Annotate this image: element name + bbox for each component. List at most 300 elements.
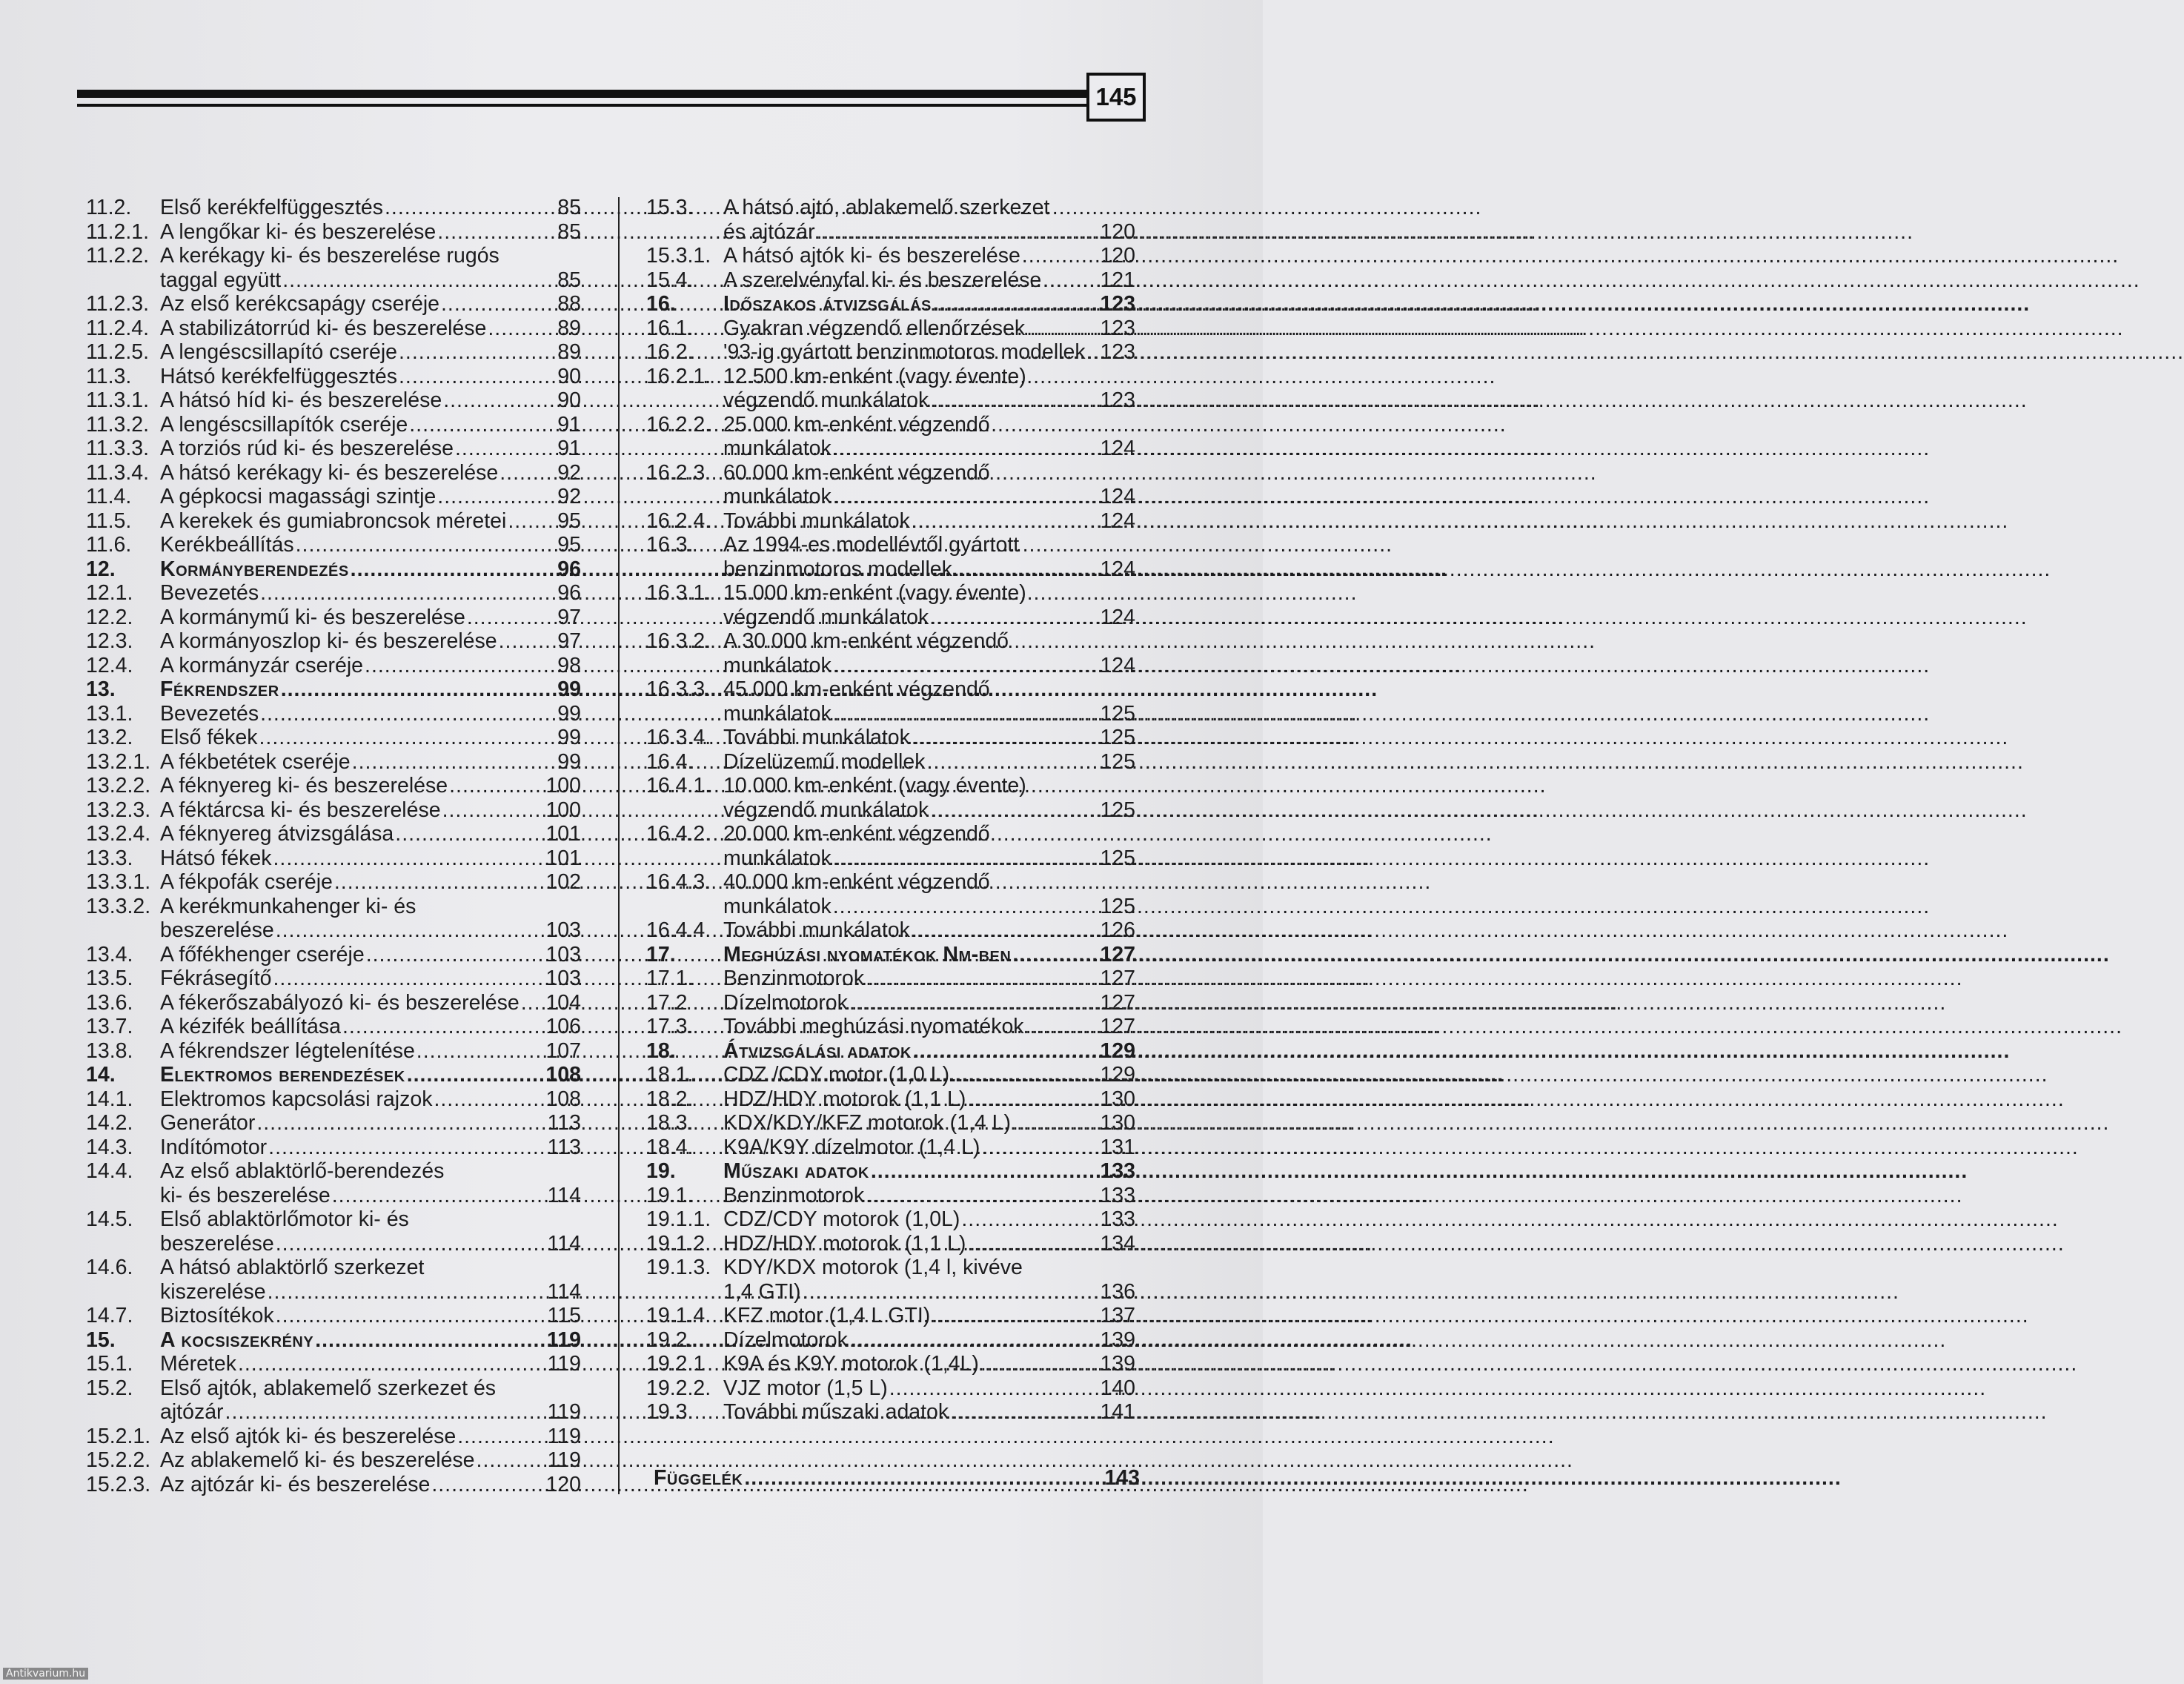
toc-title: Időszakos átvizsgálás [723,292,932,316]
toc-title: Az 1994-es modellévtől gyártott [723,533,1020,557]
toc-title: A kerékagy ki- és beszerelése rugós [160,244,499,268]
toc-entry [646,967,1135,991]
toc-appendix-entry [654,1466,1140,1491]
toc-entry [646,1376,1135,1401]
toc-page-number: 108 [545,1063,581,1087]
toc-title: A szerelvényfal ki- és beszerelése [723,268,1042,292]
toc-title: 10.000 km-enként (vagy évente) [723,774,1026,798]
toc-entry [646,750,1135,775]
toc-page-number: 90 [557,364,581,388]
toc-title: A fékrendszer légtelenítése [160,1038,415,1063]
toc-title: Az első ablaktörlő-berendezés [160,1159,445,1183]
toc-page-number: 123 [1100,292,1135,316]
toc-entry [86,943,581,967]
toc-page-number: 102 [545,870,581,894]
leader-dots [260,581,556,606]
leader-dots [437,220,556,245]
toc-title: munkálatok [723,485,832,508]
toc-number: 16.1. [646,316,694,340]
leader-dots [442,798,545,823]
toc-page-number: 133 [1100,1207,1135,1231]
toc-entry [646,726,1135,750]
toc-title: A kerékmunkahenger ki- és [160,894,416,918]
leader-dots [238,1352,546,1376]
toc-page-number: 95 [557,533,581,557]
toc-number: 19.1.4. [646,1304,711,1327]
toc-number: 16.4.3. [646,870,711,894]
leader-dots [296,533,557,557]
toc-title: K9A/K9Y dízelmotor (1,4 L) [723,1135,980,1159]
toc-entry [86,316,581,341]
toc-title: KFZ motor (1,4 L GTI) [723,1304,931,1327]
toc-entry [86,292,581,316]
leader-dots [416,1039,545,1064]
toc-entry [86,798,581,823]
toc-entry [86,991,581,1015]
toc-number: 13.3.1. [86,870,151,894]
toc-number: 11.3.1. [86,388,150,412]
toc-page-number: 134 [1100,1231,1135,1256]
leader-dots [273,967,545,991]
toc-number: 16. [646,292,676,316]
toc-page-number: 130 [1100,1087,1135,1111]
toc-entry [646,1207,1135,1232]
toc-page-number: 139 [1100,1352,1135,1376]
toc-title: Meghúzási nyomatékok Nm-ben [723,942,1012,967]
toc-number: 16.2.3. [646,460,711,485]
toc-title: Az első kerékcsapágy cseréje [160,292,440,316]
toc-page-number: 106 [545,1015,581,1038]
toc-entry [86,533,581,557]
leader-dots [833,895,1099,919]
toc-entry [646,918,1135,943]
toc-title: A gépkocsi magassági szintje [160,485,437,508]
toc-chapter-entry [646,943,1135,967]
leader-dots [930,798,1098,823]
toc-title: A kézifék beállítása [160,1015,341,1038]
leader-dots [833,437,1099,461]
leader-dots [315,1328,545,1353]
toc-number: 11.3. [86,364,132,388]
toc-number: 17.2 [646,990,688,1015]
toc-title: végzendő munkálatok [723,388,929,412]
toc-entry [86,1039,581,1064]
toc-title: Első ajtók, ablakemelő szerkezet és [160,1376,497,1400]
toc-page-number: 119 [547,1352,581,1376]
toc-entry [646,461,1135,509]
leader-dots [457,1425,545,1449]
toc-entry [646,629,1135,677]
toc-number: 11.3.4. [86,460,150,485]
toc-title: 1,4 GTI) [723,1279,801,1304]
toc-entry [646,1136,1135,1160]
leader-dots [351,557,557,582]
toc-page-number: 104 [545,990,581,1015]
toc-title: A féktárcsa ki- és beszerelése [160,798,441,822]
toc-title: munkálatok [723,653,832,677]
toc-page-number: 88 [557,292,581,316]
toc-title: A torziós rúd ki- és beszerelése [160,437,454,460]
toc-entry [86,509,581,534]
toc-page-number: 119 [547,1424,581,1448]
toc-page-number: 136 [1100,1279,1135,1304]
toc-number: 16.2. [646,340,694,364]
toc-title: Kerékbeállítás [160,533,294,557]
toc-page-number: 91 [557,437,581,460]
toc-title: A hátsó ajtók ki- és beszerelése [723,244,1020,268]
toc-number: 12.3. [86,629,133,653]
toc-page-number: 120 [545,1472,581,1496]
toc-entry [86,1136,581,1160]
toc-entry [646,1184,1135,1208]
toc-title: Bevezetés [160,701,259,726]
toc-page-number: 129 [1100,1038,1135,1063]
toc-title: Benzinmotorok [723,967,865,990]
leader-dots [276,1304,546,1328]
leader-dots [399,340,556,365]
toc-title: Dízelmotorok [723,990,848,1015]
toc-title: végzendő munkálatok [723,798,929,822]
toc-page-number: 127 [1100,967,1135,990]
toc-entry [646,316,1135,341]
toc-title: Méretek [160,1352,236,1376]
leader-dots [399,365,556,389]
toc-page-number: 99 [557,749,581,774]
toc-entry [86,1473,581,1497]
toc-entry [86,895,581,943]
leader-dots [1026,316,1098,341]
toc-page-number: 101 [545,822,581,846]
leader-dots [443,388,556,413]
toc-number: 13.2.4. [86,822,151,846]
toc-number: 15.3.1. [646,244,711,268]
toc-number: 12.1. [86,581,133,605]
toc-number: 13.4. [86,942,133,967]
toc-number: 16.2.2. [646,412,711,437]
toc-title: Átvizsgálási adatok [723,1038,912,1063]
leader-dots [833,702,1099,726]
toc-page-number: 92 [557,485,581,508]
toc-number: 16.3.3. [646,677,711,701]
leader-dots [431,1473,544,1497]
toc-title: A fékpofák cseréje [160,870,333,894]
leader-dots [366,943,545,967]
toc-entry [646,244,1135,268]
toc-entry [86,365,581,389]
toc-chapter-entry [86,677,581,702]
leader-dots [912,509,1099,534]
leader-dots [912,726,1099,750]
toc-number: 16.3.1. [646,581,711,605]
toc-title: Biztosítékok [160,1304,274,1327]
leader-dots [849,991,1099,1015]
toc-entry [86,1207,581,1256]
toc-page-number: 119 [547,1327,581,1352]
toc-page-number: 96 [557,557,581,581]
toc-title: Bevezetés [160,581,259,605]
leader-dots [1012,1111,1098,1136]
toc-number: 18.4. [646,1135,694,1159]
watermark: Antikvarium.hu [3,1668,88,1680]
toc-number: 13.3. [86,846,133,870]
toc-number: 14. [86,1063,116,1087]
toc-title: 40.000 km-enként végzendő [723,870,990,894]
toc-number: 13.7. [86,1015,133,1038]
toc-page-number: 100 [545,798,581,822]
toc-page-number: 123 [1100,316,1135,340]
toc-page-number: 119 [547,1448,581,1472]
leader-dots [1043,268,1098,293]
toc-number: 12. [86,557,116,581]
toc-number: 11.4. [86,485,132,508]
leader-dots [930,606,1098,630]
toc-entry [86,1425,581,1449]
toc-entry [86,1304,581,1328]
toc-entry [86,1159,581,1207]
leader-dots [1026,1015,1099,1039]
toc-title: A kormánymű ki- és beszerelése [160,605,465,629]
leader-dots [256,1111,545,1136]
toc-chapter-entry [86,557,581,582]
toc-title: A hátsó ajtó, ablakemelő szerkezet [723,196,1050,219]
toc-title: beszerelése [160,1231,274,1256]
toc-page-number: 119 [547,1400,581,1424]
toc-number: 16.4.2. [646,822,711,846]
toc-title: munkálatok [723,701,832,726]
toc-number: 18. [646,1038,676,1063]
toc-number: 11.6. [86,533,132,557]
toc-number: 13.2.3. [86,798,151,822]
toc-entry [646,533,1135,581]
toc-entry [646,1304,1135,1328]
toc-number: 14.7. [86,1304,133,1327]
toc-number: 16.3.4. [646,726,711,749]
leader-dots [342,1015,544,1039]
toc-title: A stabilizátorrúd ki- és beszerelése [160,316,487,340]
toc-entry [86,388,581,413]
toc-page-number: 139 [1100,1327,1135,1352]
toc-title: Hátsó kerékfelfüggesztés [160,364,397,388]
toc-page-number: 114 [547,1279,581,1304]
toc-number: 17. [646,942,676,967]
toc-page-number: 140 [1100,1376,1135,1400]
toc-entry [646,1087,1135,1112]
toc-title: 60.000 km-enként végzendő [723,460,990,485]
toc-title: Első ablaktörlőmotor ki- és [160,1207,409,1231]
toc-right-column [646,196,1135,1425]
toc-entry [86,244,581,292]
toc-number: 13.8. [86,1038,133,1063]
leader-dots [521,991,545,1015]
toc-entry [646,991,1135,1015]
toc-page-number: 108 [545,1087,581,1111]
toc-page-number: 131 [1100,1135,1135,1159]
leader-dots [499,461,556,485]
toc-entry [86,1376,581,1425]
toc-title: A féknyereg ki- és beszerelése [160,774,448,798]
leader-dots [930,388,1098,413]
leader-dots [981,1136,1098,1160]
toc-title: munkálatok [723,894,832,918]
toc-entry [646,774,1135,822]
toc-title: 20.000 km-enként végzendő [723,822,990,846]
toc-title: A lengőkar ki- és beszerelése [160,219,437,244]
toc-title: ajtózár [160,1400,224,1424]
toc-entry [86,220,581,245]
toc-number: 17.3. [646,1015,694,1038]
toc-number: 12.2. [86,605,133,629]
toc-page-number: 85 [557,219,581,244]
toc-page-number: 113 [547,1111,581,1135]
toc-entry [646,1352,1135,1376]
leader-dots [499,629,557,654]
toc-number: 19.2.2. [646,1376,711,1400]
toc-page-number: 123 [1100,340,1135,364]
toc-title: kiszerelése [160,1279,266,1304]
toc-title: A kormányzár cseréje [160,653,364,677]
toc-number: 16.2.4. [646,508,711,533]
toc-number: 15. [86,1327,116,1352]
toc-page-number: 85 [557,268,581,292]
toc-chapter-entry [646,292,1135,316]
toc-page-number: 91 [557,412,581,437]
toc-entry [86,413,581,437]
toc-number: 14.5. [86,1207,133,1231]
leader-dots [817,220,1099,245]
leader-dots [926,750,1098,775]
leader-dots [866,1184,1098,1208]
toc-title: és ajtózár [723,219,815,244]
toc-title: A fékbetétek cseréje [160,749,351,774]
toc-entry [86,1015,581,1039]
leader-dots [273,846,545,871]
toc-number: 19.2. [646,1327,694,1352]
toc-number: 13.1. [86,701,133,726]
toc-title: HDZ/HDY motorok (1,1 L) [723,1087,966,1111]
toc-page-number: 127 [1100,942,1135,967]
leader-dots [912,918,1099,943]
toc-number: 13.3.2. [86,894,151,918]
toc-entry [86,437,581,461]
leader-dots [477,1448,546,1473]
toc-entry [646,509,1135,534]
toc-number: 11.2. [86,196,132,219]
toc-chapter-entry [86,1328,581,1353]
toc-page-number: 95 [557,508,581,533]
toc-entry [646,1400,1135,1425]
toc-title: K9A és K9Y motorok (1,4L) [723,1352,979,1376]
leader-dots [385,196,556,220]
toc-title: A lengéscsillapító cseréje [160,340,398,364]
toc-page-number: 125 [1100,749,1135,774]
toc-page-number: 133 [1100,1183,1135,1207]
toc-title: Elektromos kapcsolási rajzok [160,1087,433,1111]
leader-dots [954,557,1099,582]
toc-number: 16.2.1. [646,364,711,388]
toc-title: A főfékhenger cseréje [160,942,365,967]
toc-title: taggal együtt [160,268,282,292]
leader-dots [508,509,556,534]
toc-number: 17.1. [646,967,694,990]
toc-entry [646,1015,1135,1039]
toc-number: 15.2.2. [86,1448,151,1472]
toc-title: CDZ /CDY motor (1,0 L) [723,1063,950,1087]
toc-page-number: 98 [557,653,581,677]
toc-entry [86,1256,581,1304]
toc-entry [646,1232,1135,1256]
toc-number: 16.4.4. [646,918,711,942]
toc-page-number: 124 [1100,557,1135,581]
toc-page-number: 120 [1100,219,1135,244]
toc-number: 13.5. [86,967,133,990]
toc-title: beszerelése [160,918,274,942]
appendix-title: Függelék [654,1466,743,1490]
toc-number: 19.2.1 [646,1352,706,1376]
leader-dots [276,1232,546,1256]
toc-number: 11.5. [86,508,132,533]
toc-entry [86,654,581,678]
toc-title: KDY/KDX motorok (1,4 l, kivéve [723,1256,1023,1279]
leader-dots [449,774,544,798]
toc-entry [646,268,1135,293]
toc-page-number: 125 [1100,894,1135,918]
toc-page-number: 115 [547,1304,581,1327]
toc-number: 14.1. [86,1087,133,1111]
toc-number: 19.1. [646,1183,694,1207]
toc-number: 16.4. [646,749,694,774]
toc-page-number: 85 [557,196,581,219]
leader-dots [352,750,557,775]
toc-title: Elektromos berendezések [160,1063,405,1087]
leader-dots [467,606,556,630]
leader-dots [833,485,1099,509]
toc-page-number: 99 [557,701,581,726]
toc-entry [86,606,581,630]
toc-left-column [86,196,581,1496]
leader-dots [276,918,545,943]
toc-page-number: 126 [1100,918,1135,942]
toc-title: A hátsó kerékagy ki- és beszerelése [160,460,499,485]
leader-dots [980,1352,1099,1376]
toc-number: 11.3.3. [86,437,150,460]
toc-page-number: 130 [1100,1111,1135,1135]
toc-number: 15.1. [86,1352,133,1376]
toc-title: A hátsó híd ki- és beszerelése [160,388,442,412]
leader-dots [281,677,557,702]
leader-dots [961,1207,1098,1232]
toc-title: HDZ/HDY motorok (1,1 L) [723,1231,966,1256]
toc-number: 11.2.3. [86,292,150,316]
leader-dots [455,437,556,461]
toc-page-number: 124 [1100,508,1135,533]
toc-entry [86,485,581,509]
toc-page-number: 113 [547,1135,581,1159]
toc-title: ki- és beszerelése [160,1183,331,1207]
toc-title: Hátsó fékek [160,846,272,870]
toc-page-number: 90 [557,388,581,412]
leader-dots [871,1159,1099,1184]
leader-dots [967,1087,1098,1112]
toc-title: Az első ajtók ki- és beszerelése [160,1424,457,1448]
leader-dots [334,870,545,895]
toc-title: További munkálatok [723,508,910,533]
toc-page-number: 127 [1100,990,1135,1015]
toc-entry [86,750,581,775]
leader-dots [967,1232,1098,1256]
leader-dots [409,413,556,437]
toc-page-number: 97 [557,629,581,653]
toc-entry [646,1328,1135,1353]
